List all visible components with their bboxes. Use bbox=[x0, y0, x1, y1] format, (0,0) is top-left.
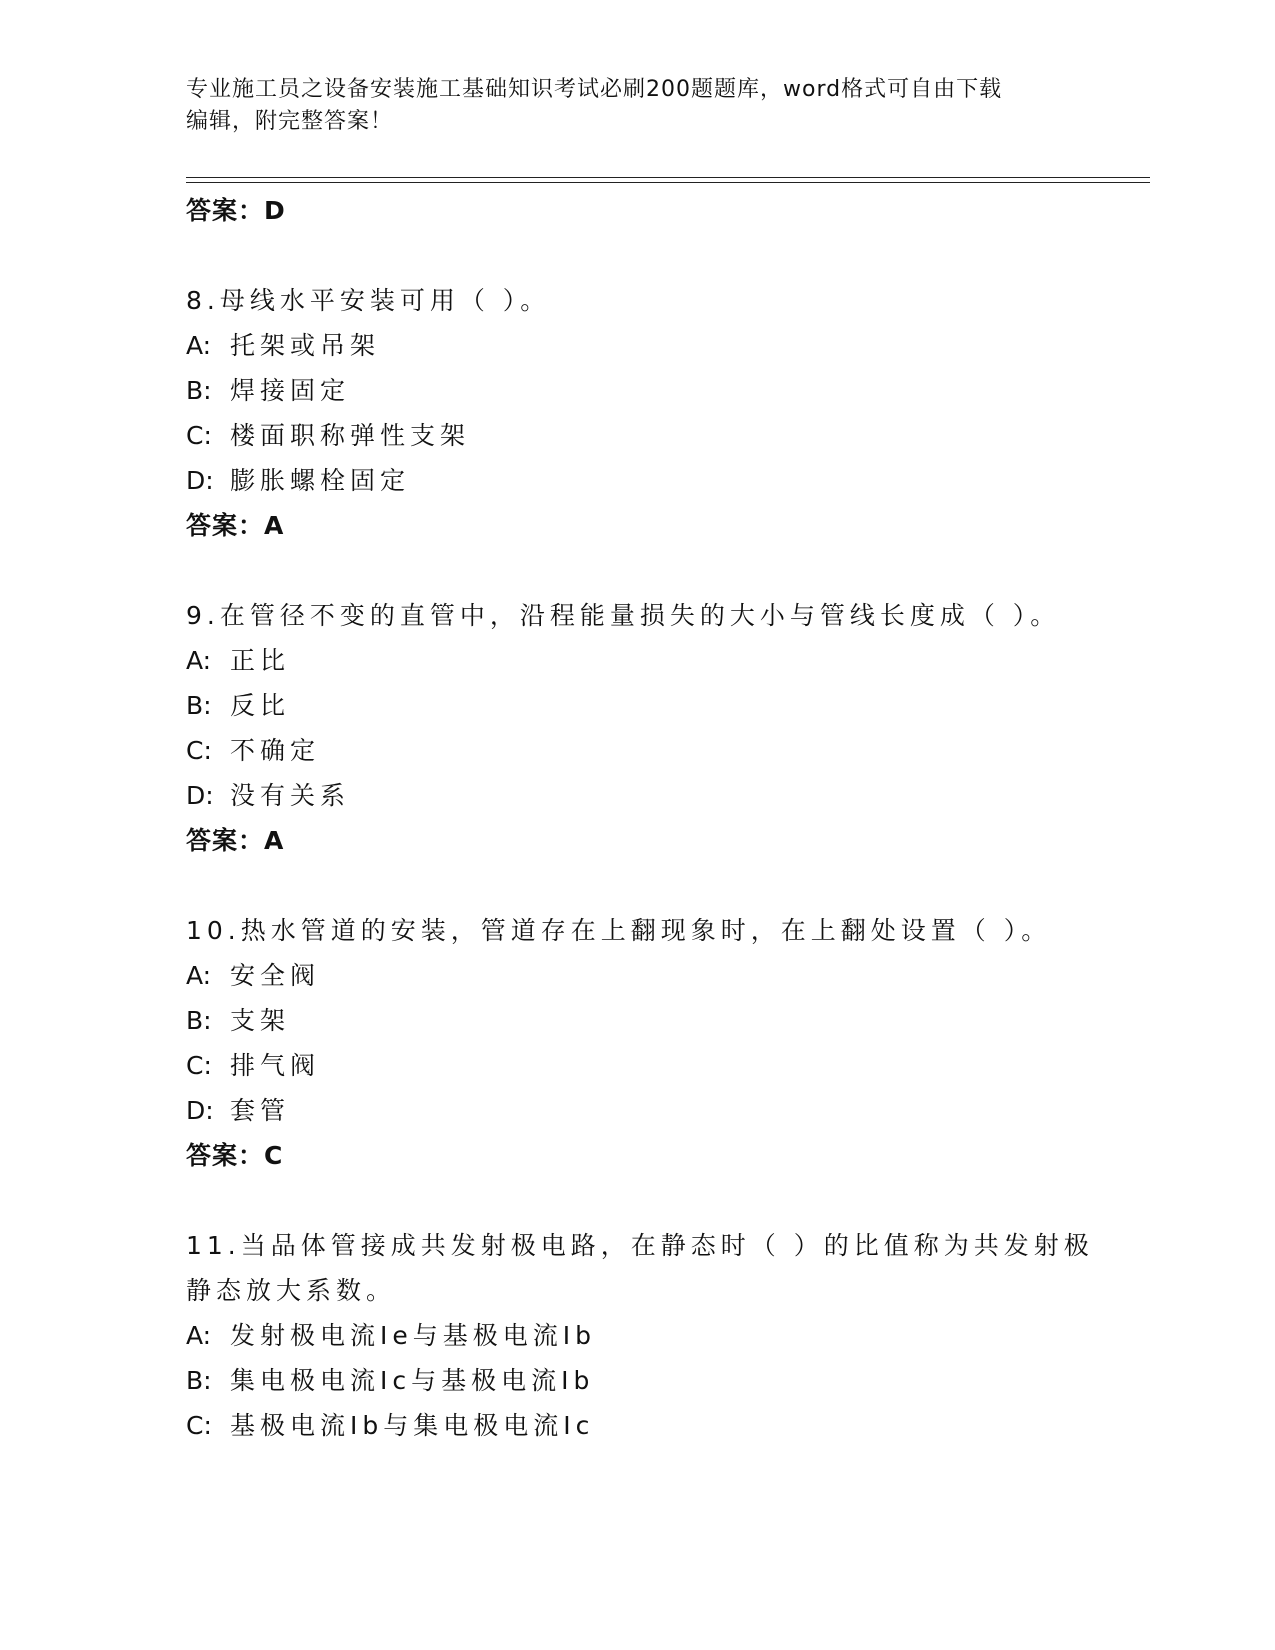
option-text: 没有关系 bbox=[230, 781, 351, 810]
option-d bbox=[186, 458, 1150, 503]
header-rule-bottom bbox=[186, 182, 1150, 183]
option-d bbox=[186, 1088, 1150, 1133]
spacer bbox=[186, 233, 1150, 278]
header-rule-top bbox=[186, 177, 1150, 178]
option-key: A: bbox=[186, 1321, 212, 1350]
answer-line bbox=[186, 1133, 1150, 1178]
question-block bbox=[186, 593, 1150, 863]
option-key: D: bbox=[186, 1096, 214, 1125]
option-key: D: bbox=[186, 466, 214, 495]
option-text: 焊接固定 bbox=[230, 376, 351, 405]
question-text: 9.在管径不变的直管中，沿程能量损失的大小与管线长度成（ ）。 bbox=[186, 601, 1061, 630]
previous-answer bbox=[186, 188, 1150, 233]
question-text-continued: 静态放大系数。 bbox=[186, 1276, 397, 1305]
option-key: A: bbox=[186, 961, 212, 990]
option-text: 支架 bbox=[230, 1006, 291, 1035]
option-b bbox=[186, 1358, 1150, 1403]
option-b bbox=[186, 683, 1150, 728]
option-key: A: bbox=[186, 646, 212, 675]
option-c bbox=[186, 1043, 1150, 1088]
answer-line bbox=[186, 818, 1150, 863]
answer-value: C bbox=[264, 1141, 284, 1170]
spacer bbox=[186, 1178, 1150, 1223]
header-line-1: 专业施工员之设备安装施工基础知识考试必刷200题题库，word格式可自由下载 bbox=[186, 77, 1003, 102]
option-text: 不确定 bbox=[230, 736, 321, 765]
answer-label: 答案： bbox=[186, 1141, 265, 1170]
option-c bbox=[186, 728, 1150, 773]
option-text: 集电极电流Ic与基极电流Ib bbox=[230, 1366, 595, 1395]
option-key: B: bbox=[186, 691, 212, 720]
option-b bbox=[186, 368, 1150, 413]
answer-line bbox=[186, 503, 1150, 548]
option-key: B: bbox=[186, 1006, 212, 1035]
answer-value: A bbox=[264, 511, 285, 540]
spacer bbox=[186, 548, 1150, 593]
question-block bbox=[186, 278, 1150, 548]
option-a bbox=[186, 953, 1150, 998]
option-d bbox=[186, 773, 1150, 818]
option-text: 楼面职称弹性支架 bbox=[230, 421, 471, 450]
answer-label: 答案： bbox=[186, 826, 265, 855]
option-text: 正比 bbox=[230, 646, 291, 675]
question-block bbox=[186, 908, 1150, 1178]
option-text: 膨胀螺栓固定 bbox=[230, 466, 411, 495]
option-c bbox=[186, 413, 1150, 458]
option-b bbox=[186, 998, 1150, 1043]
option-key: D: bbox=[186, 781, 214, 810]
option-text: 安全阀 bbox=[230, 961, 321, 990]
option-text: 托架或吊架 bbox=[230, 331, 381, 360]
answer-value: D bbox=[264, 196, 286, 225]
option-a bbox=[186, 638, 1150, 683]
header-line-2: 编辑，附完整答案！ bbox=[186, 109, 394, 134]
question-text: 8.母线水平安装可用（ ）。 bbox=[186, 286, 551, 315]
option-text: 发射极电流Ie与基极电流Ib bbox=[230, 1321, 596, 1350]
option-key: C: bbox=[186, 421, 212, 450]
question-text: 11.当品体管接成共发射极电路，在静态时（ ）的比值称为共发射极 bbox=[186, 1231, 1094, 1260]
option-key: C: bbox=[186, 1051, 212, 1080]
option-a bbox=[186, 323, 1150, 368]
option-c bbox=[186, 1403, 1150, 1448]
option-key: C: bbox=[186, 1411, 212, 1440]
answer-value: A bbox=[264, 826, 285, 855]
option-key: B: bbox=[186, 1366, 212, 1395]
option-text: 排气阀 bbox=[230, 1051, 321, 1080]
option-key: C: bbox=[186, 736, 212, 765]
option-key: B: bbox=[186, 376, 212, 405]
option-text: 套管 bbox=[230, 1096, 291, 1125]
document-header bbox=[186, 74, 1066, 138]
question-list bbox=[186, 188, 1150, 1448]
option-text: 反比 bbox=[230, 691, 291, 720]
answer-label: 答案： bbox=[186, 196, 265, 225]
answer-label: 答案： bbox=[186, 511, 265, 540]
option-a bbox=[186, 1313, 1150, 1358]
question-text: 10.热水管道的安装，管道存在上翻现象时，在上翻处设置（ ）。 bbox=[186, 916, 1052, 945]
option-text: 基极电流Ib与集电极电流Ic bbox=[230, 1411, 595, 1440]
question-block bbox=[186, 1223, 1150, 1448]
option-key: A: bbox=[186, 331, 212, 360]
spacer bbox=[186, 863, 1150, 908]
